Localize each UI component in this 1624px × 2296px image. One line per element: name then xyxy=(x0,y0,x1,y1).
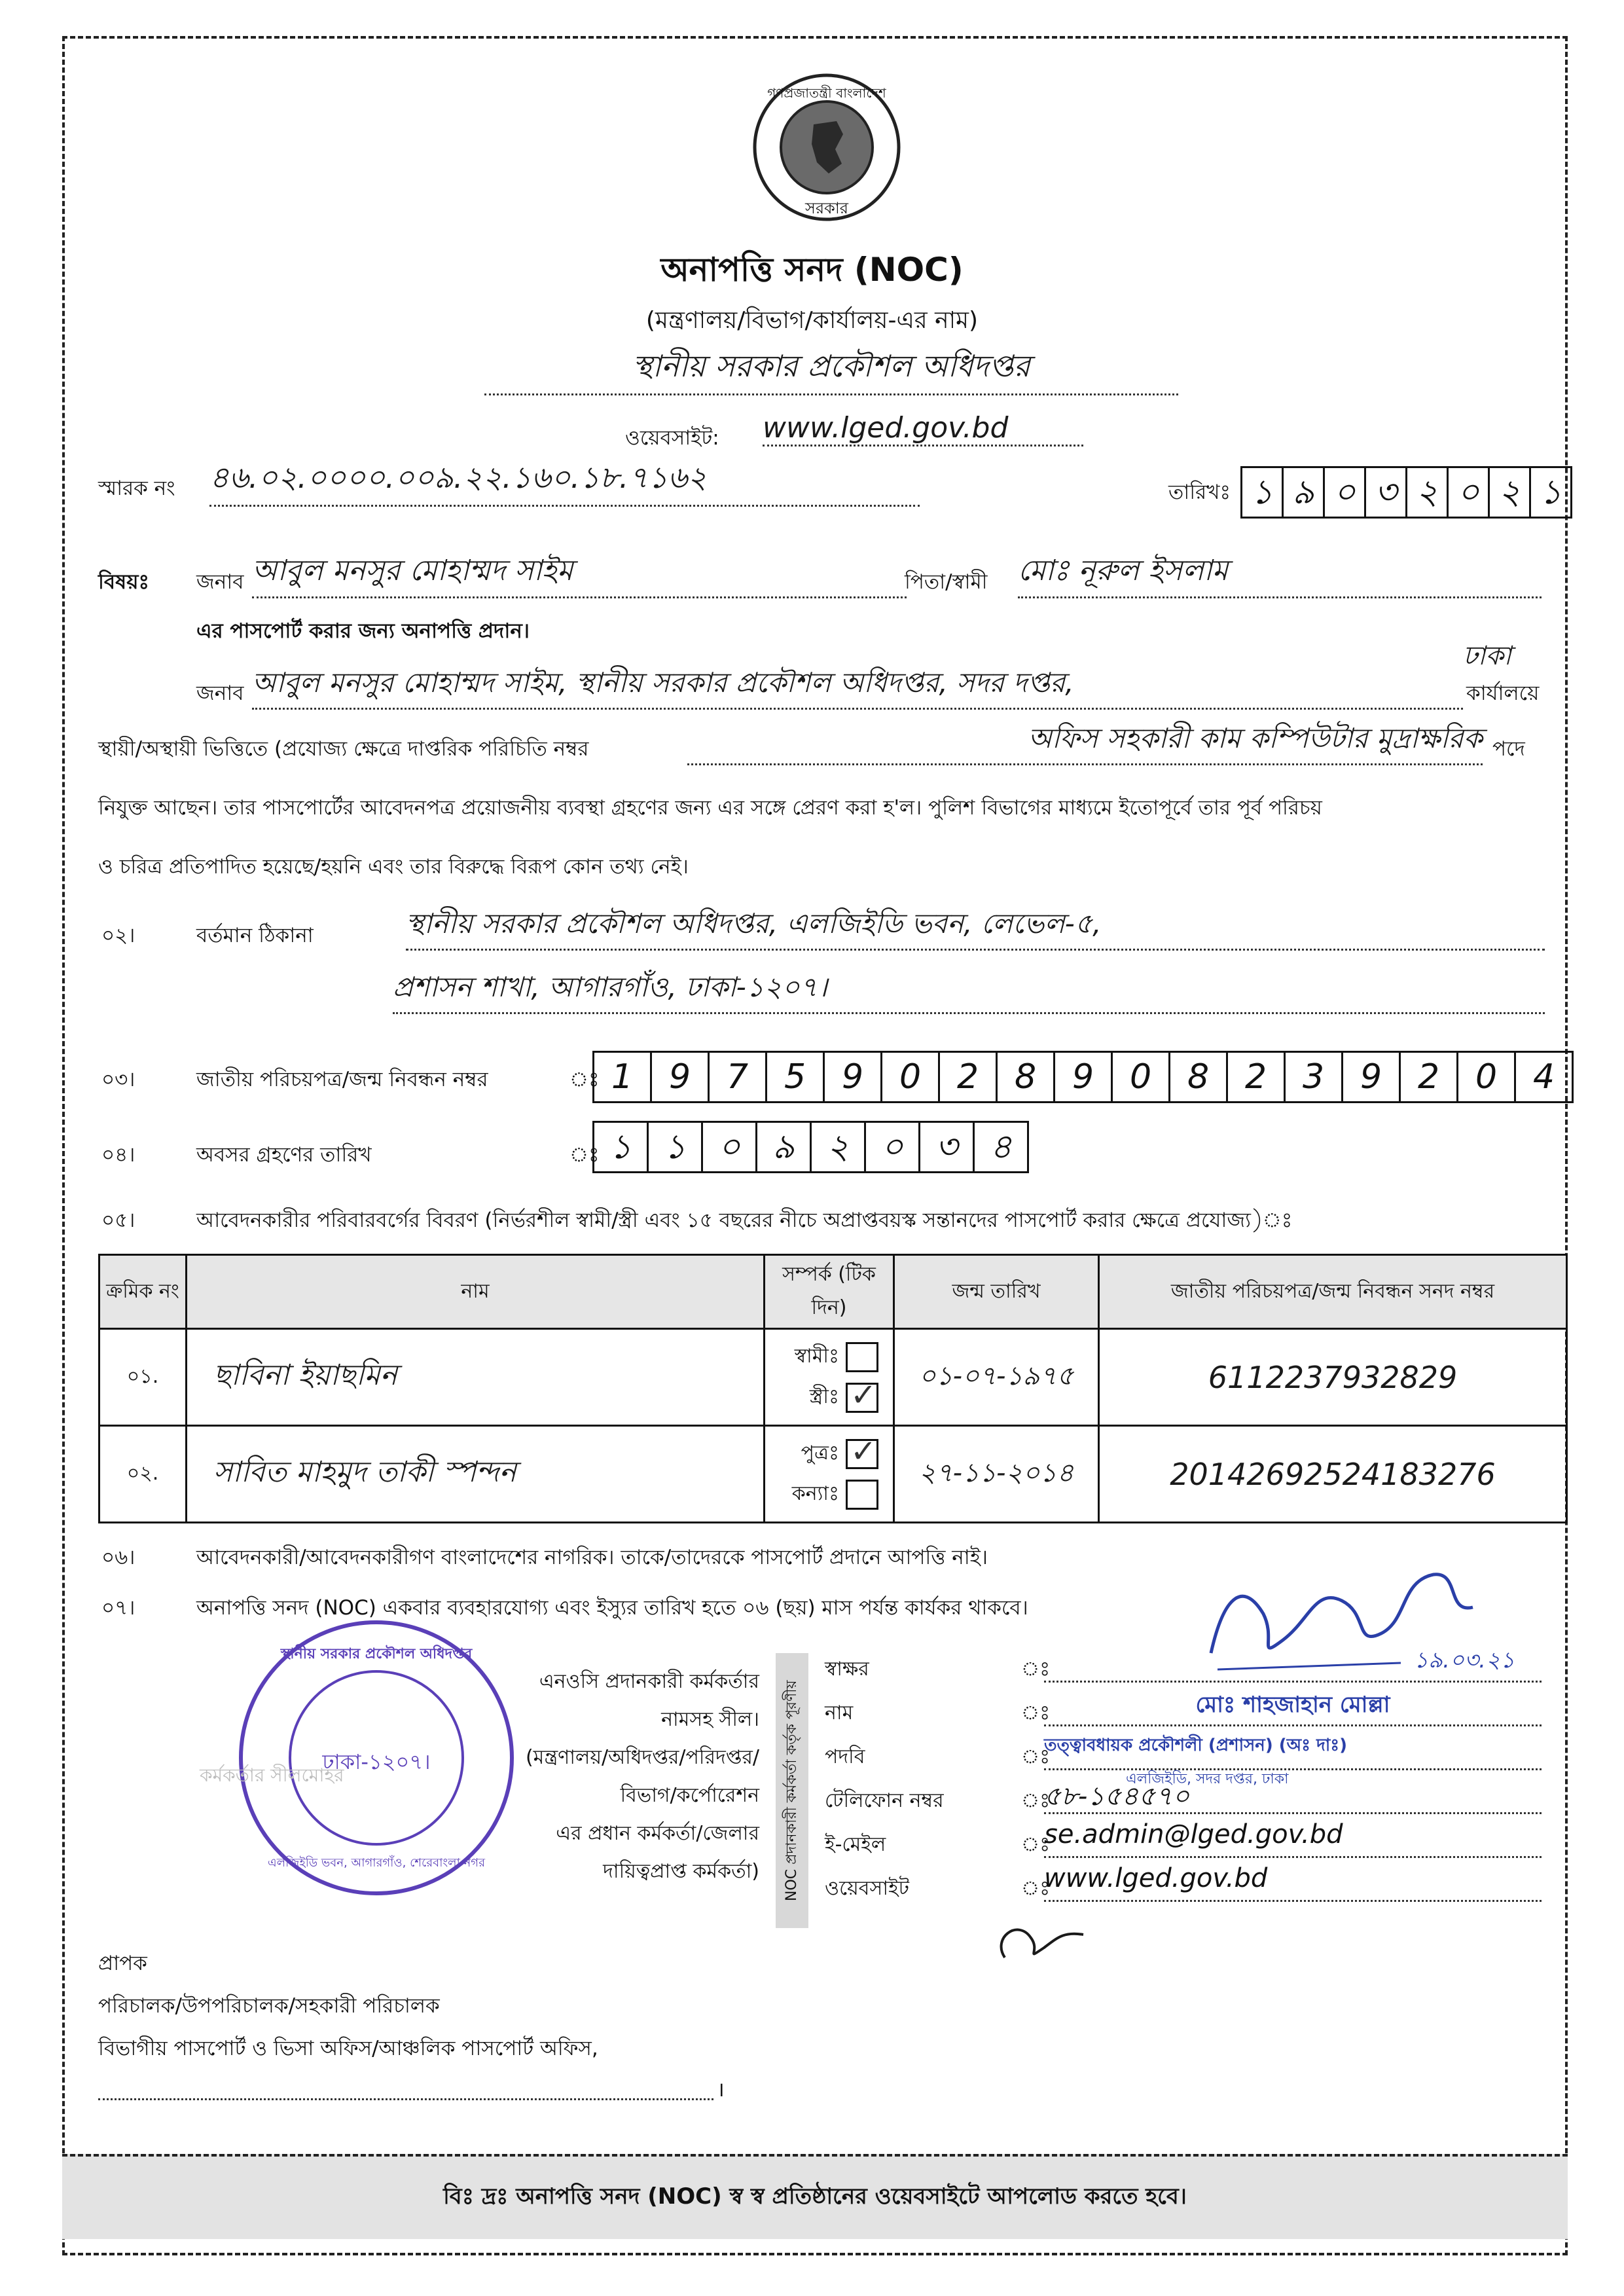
retire-label: অবসর গ্রহণের তারিখ xyxy=(196,1143,372,1167)
digit-box[interactable]: ০ xyxy=(701,1123,755,1171)
table-header-row xyxy=(99,1255,1567,1329)
signatory-left-line: নামসহ সীল। xyxy=(661,1708,759,1731)
signatory-left-line: এর প্রধান কর্মকর্তা/জেলার xyxy=(556,1822,759,1845)
designation-sub: এলজিইডি, সদর দপ্তর, ঢাকা xyxy=(1126,1771,1289,1787)
row-dob[interactable]: ০১-০৭-১৯৭৫ xyxy=(894,1329,1099,1426)
item-05-number: ০৫। xyxy=(101,1209,135,1232)
col-name: নাম xyxy=(187,1255,765,1329)
signatory-left-text xyxy=(497,1663,759,1891)
retire-colon: ঃ xyxy=(569,1143,600,1167)
digit-box[interactable]: 9 xyxy=(1053,1053,1111,1101)
faded-seal-label: কর্মকর্তার সীলমোহর xyxy=(200,1764,344,1786)
address-label: বর্তমান ঠিকানা xyxy=(196,924,314,947)
noc-vertical-label: NOC প্রদানকারী কর্মকর্তা কর্তৃক পূরণীয় xyxy=(776,1653,808,1928)
subject-name-field[interactable]: আবুল মনসুর মোহাম্মদ সাইম xyxy=(252,549,907,598)
relation-b-label: স্ত্রীঃ xyxy=(809,1385,839,1408)
seal-bottom-text: এলজিইডি ভবন, আগারগাঁও, শেরেবাংলা নগর xyxy=(268,1856,485,1870)
body-line3: নিযুক্ত আছেন। তার পাসপোর্টের আবেদনপত্র প্রয়োজনীয় ব্যবস্থা গ্রহণের জন্য এর সঙ্গে প্রেরণ করা হ'ল। পুলিশ বিভাগের মাধ্যমে ইতোপূর্বে তার পূর্ব পরিচয় xyxy=(98,796,1322,820)
family-label: আবেদনকারীর পরিবারবর্গের বিবরণ (নির্ভরশীল স্বামী/স্ত্রী এবং ১৫ বছরের নীচে অপ্রাপ্তবয়স্ক সন্তানদের পাসপোর্ট করার ক্ষেত্রে প্রযোজ্য)ঃ xyxy=(196,1209,1293,1232)
address-line1-field[interactable]: স্থানীয় সরকার প্রকৌশল অধিদপ্তর, এলজিইডি ভবন, লেভেল-৫, xyxy=(406,902,1545,951)
digit-box[interactable]: 0 xyxy=(1111,1053,1168,1101)
subject-line2: এর পাসপোর্ট করার জন্য অনাপত্তি প্রদান। xyxy=(196,619,530,643)
digit-box[interactable]: ৩ xyxy=(1364,468,1405,517)
col-dob: জন্ম তারিখ xyxy=(894,1255,1099,1329)
nid-digit-boxes[interactable] xyxy=(592,1051,1574,1103)
signatory-field-value[interactable]: www.lged.gov.bd xyxy=(1044,1863,1542,1902)
digit-box[interactable]: 1 xyxy=(611,1057,634,1097)
signatory-left-line: দায়িত্বপ্রাপ্ত কর্মকর্তা) xyxy=(603,1860,759,1883)
digit-box[interactable]: 0 xyxy=(1456,1053,1514,1101)
relation-a-checkbox[interactable] xyxy=(846,1439,878,1469)
digit-box[interactable]: ১ xyxy=(647,1123,701,1171)
signature-date: ১৯.০৩.২১ xyxy=(1414,1647,1515,1673)
relation-b-checkbox[interactable] xyxy=(846,1480,878,1510)
col-relation: সম্পর্ক (টিক দিন) xyxy=(765,1255,894,1329)
digit-box[interactable]: 7 xyxy=(708,1053,765,1101)
nid-label: জাতীয় পরিচয়পত্র/জন্ম নিবন্ধন নম্বর xyxy=(196,1068,488,1091)
row-nid[interactable]: 20142692524183276 xyxy=(1099,1426,1567,1523)
declaration-06: আবেদনকারী/আবেদনকারীগণ বাংলাদেশের নাগরিক। তাকে/তাদেরকে পাসপোর্ট প্রদানে আপত্তি নাই। xyxy=(196,1546,988,1569)
signatory-left-line: এনওসি প্রদানকারী কর্মকর্তার xyxy=(539,1670,759,1693)
signatory-left-line: বিভাগ/কর্পোরেশন xyxy=(620,1784,759,1807)
item-04-number: ০৪। xyxy=(101,1143,135,1167)
signatory-field-colon: ঃ xyxy=(1021,1833,1051,1856)
digit-box[interactable]: ৩ xyxy=(918,1123,973,1171)
row-dob[interactable]: ২৭-১১-২০১৪ xyxy=(894,1426,1099,1523)
footer-note-text: বিঃ দ্রঃ অনাপত্তি সনদ (NOC) স্ব স্ব প্রতিষ্ঠানের ওয়েবসাইটে আপলোড করতে হবে। xyxy=(443,2183,1187,2210)
office-seal xyxy=(239,1620,514,1895)
digit-box[interactable]: 8 xyxy=(1168,1053,1226,1101)
signatory-field-label: ই-মেইল xyxy=(825,1833,886,1856)
digit-box[interactable]: 2 xyxy=(1399,1053,1456,1101)
memo-label: স্মারক নং xyxy=(98,477,175,500)
table-row xyxy=(99,1426,1567,1523)
relation-a-checkbox[interactable] xyxy=(846,1342,878,1372)
body-line2-suffix: পদে xyxy=(1492,737,1525,761)
seal-city: ঢাকা-১২০৭। xyxy=(322,1749,431,1774)
col-serial: ক্রমিক নং xyxy=(99,1255,187,1329)
digit-box[interactable]: 3 xyxy=(1284,1053,1341,1101)
signatory-field-colon: ঃ xyxy=(1021,1877,1051,1900)
digit-box[interactable]: 9 xyxy=(650,1053,708,1101)
office-suffix: কার্যালয়ে xyxy=(1466,682,1540,705)
family-table xyxy=(98,1254,1568,1523)
recipient-line1: পরিচালক/উপপরিচালক/সহকারী পরিচালক xyxy=(98,1994,440,2018)
nid-colon: ঃ xyxy=(569,1068,600,1091)
table-row xyxy=(99,1329,1567,1426)
signatory-field-label: নাম xyxy=(825,1702,854,1724)
initial-icon xyxy=(985,1912,1090,1971)
footer-note xyxy=(62,2154,1568,2239)
subtitle: (মন্ত্রণালয়/বিভাগ/কার্যালয়-এর নাম) xyxy=(645,307,979,334)
digit-box[interactable]: ২ xyxy=(1488,468,1529,517)
row-nid[interactable]: 6112237932829 xyxy=(1099,1329,1567,1426)
emblem-top-text: গণপ্রজাতন্ত্রী বাংলাদেশ xyxy=(767,85,886,101)
digit-box[interactable]: 5 xyxy=(765,1053,823,1101)
signatory-left-line: (মন্ত্রণালয়/অধিদপ্তর/পরিদপ্তর/ xyxy=(525,1746,759,1769)
digit-box[interactable]: 9 xyxy=(1341,1053,1399,1101)
digit-box[interactable]: ০ xyxy=(1447,468,1488,517)
signatory-field-label: ওয়েবসাইট xyxy=(825,1877,909,1900)
digit-box[interactable]: 2 xyxy=(1226,1053,1284,1101)
website-field[interactable]: www.lged.gov.bd xyxy=(763,411,1083,446)
designation-field[interactable]: অফিস সহকারী কাম কম্পিউটার মুদ্রাক্ষরিক xyxy=(687,717,1483,765)
relation-b-checkbox[interactable] xyxy=(846,1383,878,1413)
col-nid: জাতীয় পরিচয়পত্র/জন্ম নিবন্ধন সনদ নম্বর xyxy=(1099,1255,1567,1329)
body-line4: ও চরিত্র প্রতিপাদিত হয়েছে/হয়নি এবং তার বিরুদ্ধে বিরূপ কোন তথ্য নেই। xyxy=(98,855,689,879)
signatory-field-value[interactable]: se.admin@lged.gov.bd xyxy=(1044,1819,1542,1858)
item-03-number: ০৩। xyxy=(101,1068,135,1091)
body-line2-prefix: স্থায়ী/অস্থায়ী ভিত্তিতে (প্রযোজ্য ক্ষেত্রে দাপ্তরিক পরিচিতি নম্বর xyxy=(98,737,589,761)
signatory-field-value[interactable]: মোঃ শাহজাহান মোল্লা xyxy=(1044,1688,1542,1726)
signatory-field-label: স্বাক্ষর xyxy=(825,1658,869,1681)
recipient-line3-field[interactable] xyxy=(98,2079,713,2100)
date-label: তারিখঃ xyxy=(1168,481,1231,504)
item-02-number: ০২। xyxy=(101,924,135,947)
subject-label: বিষয়ঃ xyxy=(98,570,150,594)
item-07-number: ০৭। xyxy=(101,1596,135,1620)
date-digit-boxes[interactable] xyxy=(1240,466,1572,519)
declaration-07: অনাপত্তি সনদ (NOC) একবার ব্যবহারযোগ্য এবং ইস্যুর তারিখ হতে ০৬ (ছয়) মাস পর্যন্ত কার্যকর থাকবে। xyxy=(196,1596,1028,1620)
memo-number-field[interactable]: ৪৬.০২.০০০০.০০৯.২২.১৬০.১৮.৭১৬২ xyxy=(209,455,920,507)
digit-box[interactable]: ১ xyxy=(609,1127,632,1167)
signatory-field-label: টেলিফোন নম্বর xyxy=(825,1789,944,1812)
digit-box[interactable]: 0 xyxy=(880,1053,938,1101)
relation-a-label: স্বামীঃ xyxy=(794,1345,839,1368)
digit-box[interactable]: ২ xyxy=(1405,468,1447,517)
seal-text: স্থানীয় সরকার প্রকৌশল অধিদপ্তর xyxy=(280,1646,473,1662)
digit-box[interactable]: 8 xyxy=(996,1053,1053,1101)
father-label: পিতা/স্বামী xyxy=(905,570,988,594)
website-label: ওয়েবসাইট: xyxy=(625,426,719,450)
row-relation xyxy=(765,1426,894,1523)
digit-box[interactable]: ৯ xyxy=(755,1123,810,1171)
row-serial: ০১. xyxy=(99,1329,187,1426)
signatory-field-colon: ঃ xyxy=(1021,1658,1051,1681)
digit-box[interactable]: ৯ xyxy=(1282,468,1323,517)
row-name[interactable]: সাবিত মাহমুদ তাকী স্পন্দন xyxy=(187,1426,765,1523)
retire-digit-boxes[interactable] xyxy=(592,1121,1029,1173)
digit-box[interactable]: ০ xyxy=(864,1123,918,1171)
recipient-label: প্রাপক xyxy=(98,1952,147,1975)
signatory-field-colon: ঃ xyxy=(1021,1789,1051,1812)
recipient-line3-end: । xyxy=(717,2078,725,2102)
digit-box[interactable]: 9 xyxy=(823,1053,880,1101)
digit-box[interactable]: ০ xyxy=(1323,468,1364,517)
relation-b-label: কন্যাঃ xyxy=(791,1482,839,1505)
recipient-line2: বিভাগীয় পাসপোর্ট ও ভিসা অফিস/আঞ্চলিক পাসপোর্ট অফিস, xyxy=(98,2037,598,2060)
office-name-field[interactable]: স্থানীয় সরকার প্রকৌশল অধিদপ্তর xyxy=(484,344,1178,395)
father-name-field[interactable]: মোঃ নূরুল ইসলাম xyxy=(1018,549,1542,598)
digit-box[interactable]: 2 xyxy=(938,1053,996,1101)
digit-box[interactable]: ১ xyxy=(1529,468,1570,517)
row-name[interactable]: ছাবিনা ইয়াছমিন xyxy=(187,1329,765,1426)
signatory-field-label: পদবি xyxy=(825,1745,865,1768)
emblem-bottom-text: সরকার xyxy=(804,199,848,217)
subject-janab: জনাব xyxy=(196,570,244,594)
signatory-field-colon: ঃ xyxy=(1021,1745,1051,1768)
digit-box[interactable]: ২ xyxy=(810,1123,864,1171)
above-note: ঢাকা xyxy=(1463,641,1511,671)
row-serial: ০২. xyxy=(99,1426,187,1523)
signatory-field-value[interactable]: ৫৮-১৫৪৫৭০ xyxy=(1044,1776,1542,1814)
item-06-number: ০৬। xyxy=(101,1546,135,1569)
address-line2-field[interactable]: প্রশাসন শাখা, আগারগাঁও, ঢাকা-১২০৭। xyxy=(393,966,1545,1014)
row-relation xyxy=(765,1329,894,1426)
digit-box[interactable]: ১ xyxy=(1251,473,1273,512)
relation-a-label: পুত্রঃ xyxy=(801,1442,839,1465)
signatory-field-value[interactable]: তত্ত্বাবধায়ক প্রকৌশলী (প্রশাসন) (অঃ দাঃ) xyxy=(1044,1732,1542,1770)
signatory-field-colon: ঃ xyxy=(1021,1702,1051,1724)
page-title: অনাপত্তি সনদ (NOC) xyxy=(660,251,964,289)
digit-box[interactable]: 4 xyxy=(1514,1053,1572,1101)
digit-box[interactable]: ৪ xyxy=(973,1123,1027,1171)
body-name-office-field[interactable]: আবুল মনসুর মোহাম্মদ সাইম, স্থানীয় সরকার প্রকৌশল অধিদপ্তর, সদর দপ্তর, xyxy=(252,661,1463,710)
body-janab: জনাব xyxy=(196,682,244,705)
